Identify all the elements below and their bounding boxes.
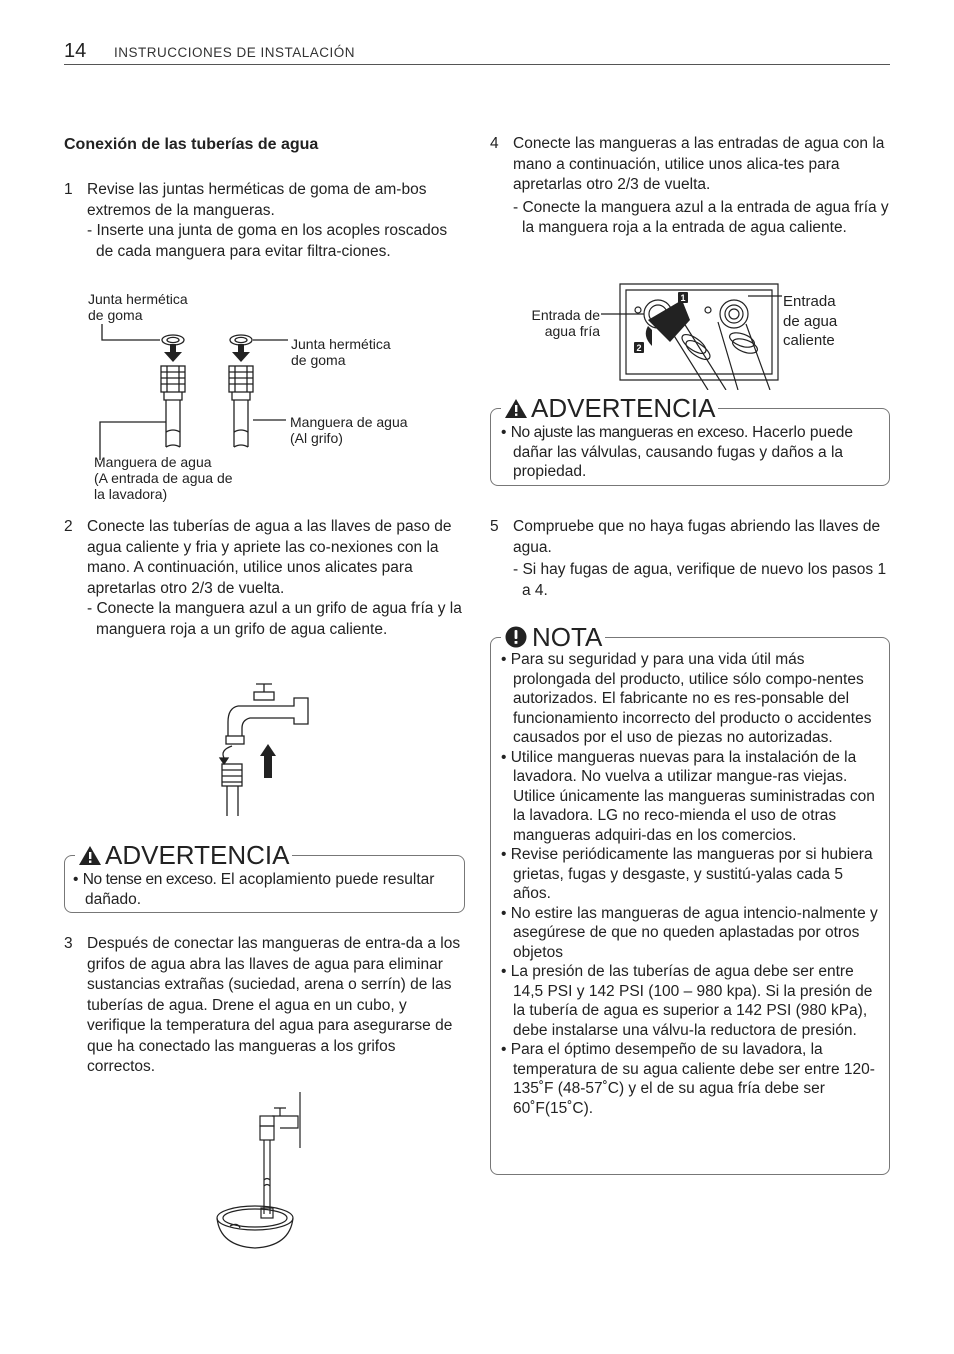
warning-title-text: ADVERTENCIA (105, 840, 290, 870)
warning-text-2: • No ajuste las mangueras en exceso. Hacerlo puede dañar las válvulas, causando fugas y daños a la propiedad. (501, 424, 853, 480)
step-badge-2: 2 (636, 343, 642, 353)
warning-text-1: • No tense en exceso. El acoplamiento puede resultar dañado. (73, 871, 435, 908)
label-hose-tap (290, 414, 408, 446)
label-line: de goma (291, 352, 346, 368)
label-line: Manguera de agua (94, 454, 212, 470)
note-item-text: Utilice mangueras nuevas para la instalación de la lavadora. No vuelva a utilizar manguе-ras viejas. Utilice únicamente las mangueras suministradas con la lavadora. LG no reco-mienda el uso de otras mangueras adquiri-das en los comercios. (510, 748, 875, 844)
note-item: • Para el óptimo desempeño de su lavadora, la temperatura de su agua caliente debe ser entre 120-135˚F (48-57˚C) y el de su agua fría debe ser 60˚F(15˚C). (501, 1041, 875, 1117)
page-number: 14 (64, 40, 87, 62)
step-1 (64, 180, 464, 262)
warning-body-text: Hacerlo puede dañar las válvulas, causando fugas y daños a la propiedad. (513, 424, 853, 480)
label-seal-left (88, 291, 188, 323)
step-text: Después de conectar las mangueras de entra-da a los grifos de agua abra las llaves de agua para eliminar sustancias extrañas (suciedad, arena o serrín) de las tuberías de agua. Drene el agua en un cubo, y verifique la temperatura del agua para asegurarse de que ha conectado las mangueras a los grifos correctos. (87, 935, 461, 1075)
note-item: • Revise periódicamente las mangueras por si hubiera grietas, fugas y desgaste, y sustitú-yalas cada 5 años. (501, 846, 873, 902)
warning-bold-text: No tense en exceso. (82, 871, 217, 888)
note-item: • La presión de las tuberías de agua debe ser entre 14,5 PSI y 142 PSI (100 – 980 kpa). Si la presión de la tubería de agua es superior a 142 PSI (980 kPa), debe instalarse una válvu-la reductora de presión. (501, 963, 873, 1039)
warning-box-2 (490, 393, 890, 486)
warning-bold-text: No ajuste las mangueras en exceso. (510, 424, 748, 441)
label-line: Junta hermética (291, 336, 391, 352)
step-3 (64, 934, 464, 1078)
step-number: 4 (490, 135, 499, 152)
label-line: Entrada (783, 293, 836, 310)
step-text: Compruebe que no haya fugas abriendo las llaves de agua. (513, 518, 881, 556)
faucet-figure (210, 676, 320, 816)
warning-triangle-icon (78, 844, 102, 866)
info-exclamation-icon (504, 625, 528, 649)
note-title-text: NOTA (532, 622, 603, 652)
note-title (501, 622, 605, 652)
label-line: Junta hermética (88, 291, 188, 307)
step-subtext: - Si hay fugas de agua, verifique de nuevo los pasos 1 a 4. (513, 561, 887, 599)
note-box (490, 622, 890, 1175)
note-item-text: La presión de las tuberías de agua debe ser entre 14,5 PSI y 142 PSI (100 – 980 kpa). Si la presión de la tubería de agua es superior a 142 PSI (980 kPa), debe instalarse una válvu-la reductora de presión. (510, 963, 873, 1039)
step-number: 3 (64, 935, 73, 952)
step-2 (64, 517, 464, 640)
label-line: caliente (783, 332, 835, 349)
warning-triangle-icon (504, 397, 528, 419)
warning-title-text: ADVERTENCIA (531, 393, 716, 423)
step-text: Conecte las mangueras a las entradas de agua con la mano a continuación, utilice unos alica-tes para apretarlas otro 2/3 de vuelta. (513, 135, 885, 193)
step-number: 1 (64, 181, 73, 198)
note-item-text: Revise periódicamente las mangueras por si hubiera grietas, fugas y desgaste, y sustitú-yalas cada 5 años. (510, 846, 873, 902)
label-line: la lavadora) (94, 486, 168, 502)
note-item-text: Para el óptimo desempeño de su lavadora, la temperatura de su agua caliente debe ser entre 120-135˚F (48-57˚C) y el de su agua fría debe ser 60˚F(15˚C). (510, 1041, 875, 1117)
step-subtext: - Conecte la manguera azul a la entrada de agua fría y la manguera roja a la entrada de agua caliente. (513, 198, 889, 236)
label-line: (Al grifo) (290, 430, 343, 446)
page-header-title: INSTRUCCIONES DE INSTALACIÓN (114, 45, 356, 60)
step-number: 2 (64, 518, 73, 535)
step-subtext: - Inserte una junta de goma en los acoples roscados de cada manguera para evitar filtra-ciones. (87, 222, 448, 260)
warning-box-1 (64, 840, 465, 913)
label-hot-inlet (783, 292, 837, 351)
label-line: agua fría (544, 323, 600, 339)
warning-body-text: El acoplamiento puede resultar dañado. (85, 871, 435, 908)
bucket-figure (210, 1088, 320, 1254)
step-4 (490, 134, 890, 239)
label-line: Manguera de agua (290, 414, 408, 430)
section-title: Conexión de las tuberías de agua (64, 136, 319, 153)
step-subtext: - Conecte la manguera azul a un grifo de agua fría y la manguera roja a un grifo de agua caliente. (87, 600, 462, 638)
label-line: de goma (88, 307, 143, 323)
label-line: (A entrada de agua de (94, 470, 233, 486)
warning-title-1 (75, 840, 292, 870)
label-hose-washer (94, 454, 233, 502)
note-item: • Para su seguridad y para una vida útil más prolongada del producto, utilice sólo compo-nentes autorizados. El fabricante no es res-ponsable del funcionamiento incorrecto del producto o accidentes causados por el uso de piezas no autorizadas. (501, 651, 872, 746)
note-item-text: Para su seguridad y para una vida útil más prolongada del producto, utilice sólo compo-nentes autorizados. El fabricante no es res-ponsable del funcionamiento incorrecto del producto o accidentes causados por el uso de piezas no autorizadas. (510, 651, 872, 746)
step-badge-1: 1 (680, 293, 686, 303)
warning-title-2 (501, 393, 718, 423)
step-number: 5 (490, 518, 499, 535)
label-line: de agua (783, 312, 838, 330)
inlet-figure (598, 280, 788, 390)
label-line: Entrada de (531, 307, 600, 323)
step-text: Revise las juntas herméticas de goma de am-bos extremos de la mangueras. (87, 181, 427, 219)
note-item-text: No estire las mangueras de agua intencio-nalmente y asegúrese de que no queden aplastadas por otros objetos (510, 904, 878, 961)
note-list (501, 650, 879, 1118)
label-seal-right (291, 336, 391, 368)
step-text: Conecte las tuberías de agua a las llaves de paso de agua caliente y fria y apriete las co-nexiones con la mano. A continuación, utilice unos alicates para apretarlas otro 2/3 de vuelta. (87, 518, 452, 597)
note-item: • No estire las mangueras de agua intencio-nalmente y asegúrese de que no queden aplastadas por otros objetos (501, 904, 878, 961)
header-divider (64, 64, 890, 65)
note-item: • Utilice mangueras nuevas para la instalación de la lavadora. No vuelva a utilizar manguе-ras viejas. Utilice únicamente las mangueras suministradas con la lavadora. LG no reco-mienda el uso de otras mangueras adquiri-das en los comercios. (501, 748, 875, 844)
step-5 (490, 517, 890, 601)
label-cold-inlet (516, 307, 600, 339)
